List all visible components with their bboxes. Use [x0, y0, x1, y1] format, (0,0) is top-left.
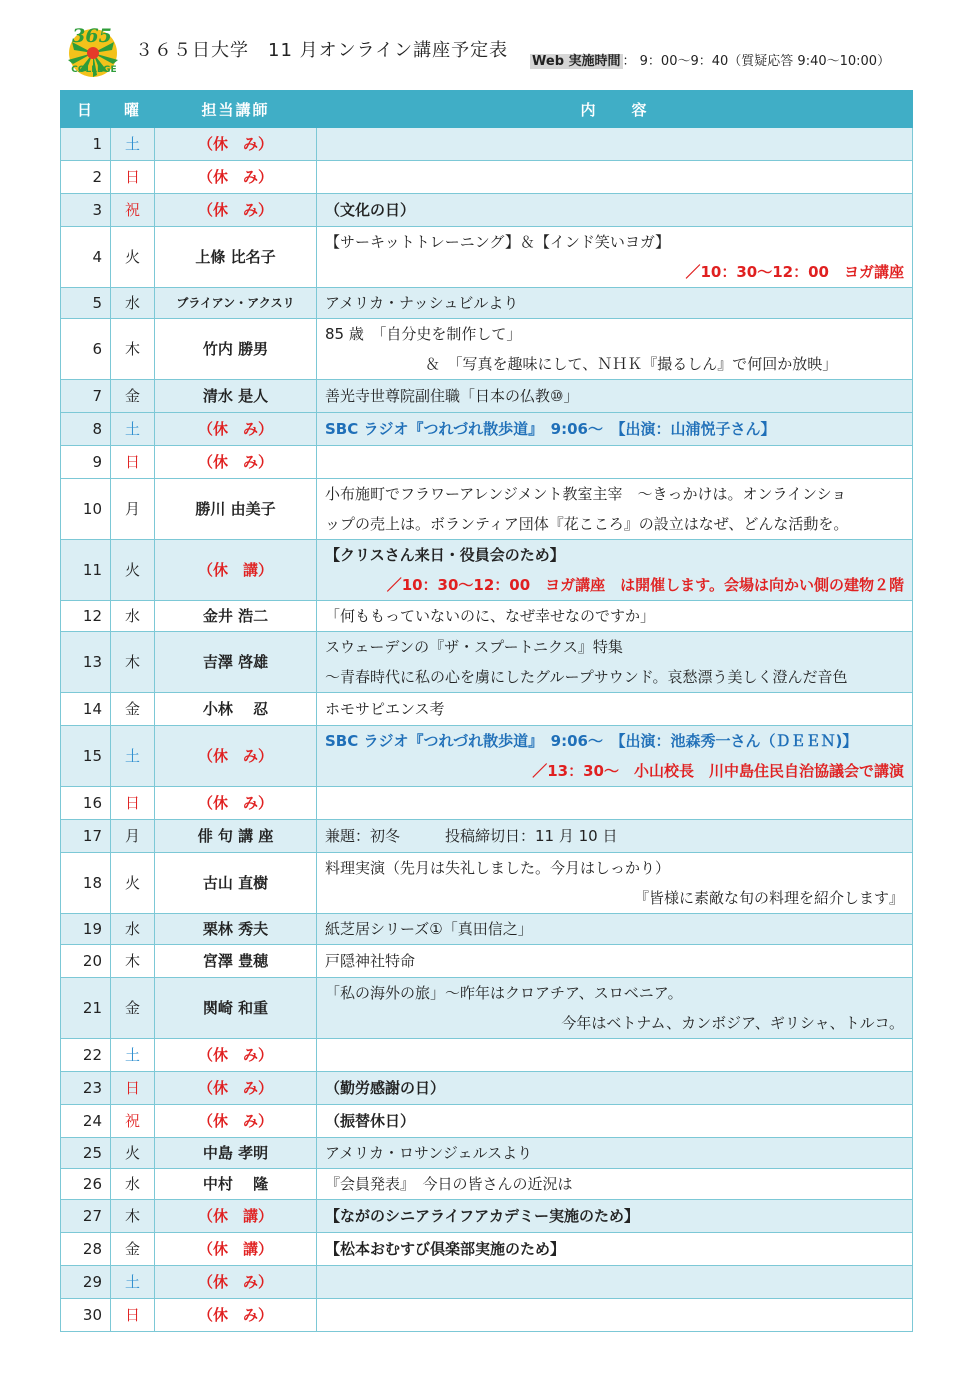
cell-weekday: 金	[111, 693, 155, 726]
cell-content	[317, 1105, 913, 1138]
cell-day: 29	[61, 1266, 111, 1299]
cell-content	[317, 161, 913, 194]
table-row	[61, 601, 913, 632]
content-line-2: 〜青春時代に私の心を虜にしたグループサウンド。哀愁漂う美しく澄んだ音色	[325, 668, 848, 686]
cell-day: 19	[61, 914, 111, 945]
table-row	[61, 479, 913, 540]
content-line: （文化の日）	[325, 201, 416, 219]
cell-content	[317, 227, 913, 288]
content-line: アメリカ・ナッシュビルより	[325, 294, 519, 312]
table-row	[61, 227, 913, 288]
cell-weekday: 祝	[111, 1105, 155, 1138]
cell-weekday: 火	[111, 227, 155, 288]
cell-weekday: 木	[111, 632, 155, 693]
cell-day: 21	[61, 978, 111, 1039]
content-line: （振替休日）	[325, 1112, 416, 1130]
table-row	[61, 1299, 913, 1332]
cell-day: 12	[61, 601, 111, 632]
cell-teacher: 上條 比名子	[155, 227, 317, 288]
cell-content	[317, 693, 913, 726]
cell-content	[317, 726, 913, 787]
svg-text:COLLEGE: COLLEGE	[71, 65, 117, 75]
content-line: 「何ももっていないのに、なぜ幸せなのですか」	[325, 607, 656, 625]
cell-day: 23	[61, 1072, 111, 1105]
cell-content	[317, 1138, 913, 1169]
cell-content	[317, 1039, 913, 1072]
table-row	[61, 1072, 913, 1105]
cell-day: 30	[61, 1299, 111, 1332]
cell-teacher: 中村 隆	[155, 1169, 317, 1200]
cell-content	[317, 479, 913, 540]
cell-day: 15	[61, 726, 111, 787]
cell-teacher: ブライアン・アクスリ	[155, 288, 317, 319]
cell-weekday: 木	[111, 319, 155, 380]
cell-teacher: 勝川 由美子	[155, 479, 317, 540]
cell-teacher: （休 み）	[155, 413, 317, 446]
content-line: アメリカ・ロサンジェルスより	[325, 1144, 533, 1162]
cell-day: 13	[61, 632, 111, 693]
content-line: （勤労感謝の日）	[325, 1079, 446, 1097]
page-title: ３６５日大学 11 月オンライン講座予定表	[135, 40, 509, 61]
content-line-2: ＆ 「写真を趣味にして、ＮＨＫ『撮るしん』で何回か放映」	[425, 355, 838, 373]
cell-teacher: 小林 忍	[155, 693, 317, 726]
cell-teacher: （休 講）	[155, 540, 317, 601]
cell-weekday: 土	[111, 726, 155, 787]
content-line: 『会員発表』 今日の皆さんの近況は	[325, 1175, 573, 1193]
table-row	[61, 853, 913, 914]
table-row	[61, 413, 913, 446]
svg-text:365: 365	[72, 25, 112, 47]
cell-content	[317, 128, 913, 161]
table-row	[61, 693, 913, 726]
cell-content	[317, 446, 913, 479]
cell-weekday: 木	[111, 1200, 155, 1233]
cell-content	[317, 1169, 913, 1200]
cell-content	[317, 978, 913, 1039]
cell-weekday: 火	[111, 540, 155, 601]
cell-teacher: （休 み）	[155, 1299, 317, 1332]
cell-day: 27	[61, 1200, 111, 1233]
cell-content	[317, 820, 913, 853]
content-line: SBC ラジオ『つれづれ散歩道』 9:06〜 【出演：池森秀一さん（ＤＥＥＮ)】	[325, 732, 858, 750]
content-line-2: ／10：30〜12：00 ヨガ講座	[685, 263, 904, 281]
cell-weekday: 金	[111, 978, 155, 1039]
schedule-table	[60, 90, 913, 1332]
cell-weekday: 金	[111, 380, 155, 413]
cell-teacher: （休 み）	[155, 1039, 317, 1072]
cell-content	[317, 787, 913, 820]
cell-teacher: 中島 孝明	[155, 1138, 317, 1169]
cell-day: 11	[61, 540, 111, 601]
content-line: ホモサピエンス考	[325, 700, 445, 718]
cell-content	[317, 945, 913, 978]
cell-content	[317, 288, 913, 319]
cell-weekday: 月	[111, 820, 155, 853]
cell-day: 24	[61, 1105, 111, 1138]
content-line: 小布施町でフラワーアレンジメント教室主宰 〜きっかけは。オンラインショ	[325, 485, 847, 503]
header-teacher: 担当講師	[155, 91, 317, 128]
cell-teacher: 竹内 勝男	[155, 319, 317, 380]
content-line: SBC ラジオ『つれづれ散歩道』 9:06〜 【出演：山浦悦子さん】	[325, 420, 776, 438]
table-row	[61, 820, 913, 853]
cell-weekday: 水	[111, 601, 155, 632]
table-row	[61, 787, 913, 820]
cell-weekday: 水	[111, 914, 155, 945]
cell-content	[317, 1266, 913, 1299]
web-time-label: Web 実施時間	[532, 54, 621, 69]
table-row	[61, 1169, 913, 1200]
content-line-2: ／13：30〜 小山校長 川中島住民自治協議会で講演	[532, 762, 904, 780]
cell-weekday: 木	[111, 945, 155, 978]
cell-weekday: 日	[111, 446, 155, 479]
cell-teacher: （休 講）	[155, 1200, 317, 1233]
cell-teacher: （休 み）	[155, 1266, 317, 1299]
content-line-2: ／10：30〜12：00 ヨガ講座 は開催します。会場は向かい側の建物２階	[386, 576, 904, 594]
cell-day: 25	[61, 1138, 111, 1169]
cell-content	[317, 1072, 913, 1105]
header-content: 内 容	[317, 91, 913, 128]
content-line: 紙芝居シリーズ①「真田信之」	[325, 920, 533, 938]
content-line-2: 『皆様に素敵な旬の料理を紹介します』	[633, 889, 904, 907]
cell-content	[317, 540, 913, 601]
cell-weekday: 火	[111, 853, 155, 914]
cell-weekday: 土	[111, 1039, 155, 1072]
table-row	[61, 978, 913, 1039]
content-line: スウェーデンの『ザ・スプートニクス』特集	[325, 638, 623, 656]
cell-day: 7	[61, 380, 111, 413]
cell-day: 9	[61, 446, 111, 479]
cell-weekday: 土	[111, 413, 155, 446]
cell-teacher: （休 講）	[155, 1233, 317, 1266]
cell-day: 16	[61, 787, 111, 820]
cell-content	[317, 194, 913, 227]
cell-day: 26	[61, 1169, 111, 1200]
cell-day: 20	[61, 945, 111, 978]
cell-day: 18	[61, 853, 111, 914]
cell-teacher: 金井 浩二	[155, 601, 317, 632]
content-line: 「私の海外の旅」〜昨年はクロアチア、スロベニア。	[325, 984, 683, 1002]
cell-content	[317, 914, 913, 945]
cell-teacher: （休 み）	[155, 726, 317, 787]
table-row	[61, 1266, 913, 1299]
content-line: 【松本おむすび倶楽部実施のため】	[325, 1240, 566, 1258]
cell-weekday: 金	[111, 1233, 155, 1266]
cell-teacher: （休 み）	[155, 1072, 317, 1105]
table-row	[61, 319, 913, 380]
cell-weekday: 土	[111, 1266, 155, 1299]
content-line: 【クリスさん来日・役員会のため】	[325, 546, 565, 564]
table-row	[61, 1039, 913, 1072]
cell-teacher: （休 み）	[155, 1105, 317, 1138]
content-line: 善光寺世尊院副住職「日本の仏教⑩」	[325, 387, 579, 405]
cell-day: 5	[61, 288, 111, 319]
cell-weekday: 日	[111, 1299, 155, 1332]
content-line: 85 歳 「自分史を制作して」	[325, 325, 522, 343]
cell-content	[317, 601, 913, 632]
cell-weekday: 土	[111, 128, 155, 161]
content-line: 【ながのシニアライフアカデミー実施のため】	[325, 1207, 639, 1225]
cell-teacher: 関崎 和重	[155, 978, 317, 1039]
cell-weekday: 水	[111, 288, 155, 319]
cell-teacher: 吉澤 啓雄	[155, 632, 317, 693]
table-row	[61, 288, 913, 319]
cell-teacher: 宮澤 豊穂	[155, 945, 317, 978]
content-line-2: 今年はベトナム、カンボジア、ギリシャ、トルコ。	[561, 1014, 904, 1032]
cell-teacher: （休 み）	[155, 194, 317, 227]
cell-weekday: 日	[111, 787, 155, 820]
cell-teacher: （休 み）	[155, 446, 317, 479]
cell-weekday: 日	[111, 161, 155, 194]
table-row	[61, 945, 913, 978]
web-time-note	[530, 50, 890, 69]
cell-teacher: 古山 直樹	[155, 853, 317, 914]
cell-teacher: 栗林 秀夫	[155, 914, 317, 945]
table-row	[61, 1200, 913, 1233]
cell-day: 3	[61, 194, 111, 227]
table-row	[61, 1105, 913, 1138]
header-row	[61, 91, 913, 128]
table-row	[61, 632, 913, 693]
table-row	[61, 161, 913, 194]
cell-content	[317, 1233, 913, 1266]
cell-day: 22	[61, 1039, 111, 1072]
cell-content	[317, 380, 913, 413]
cell-weekday: 日	[111, 1072, 155, 1105]
table-row	[61, 380, 913, 413]
cell-teacher: （休 み）	[155, 161, 317, 194]
table-row	[61, 1138, 913, 1169]
content-line: 【サーキットトレーニング】＆【インド笑いヨガ】	[325, 233, 671, 251]
cell-teacher: （休 み）	[155, 128, 317, 161]
cell-day: 4	[61, 227, 111, 288]
table-row	[61, 194, 913, 227]
cell-teacher: （休 み）	[155, 787, 317, 820]
cell-weekday: 水	[111, 1169, 155, 1200]
content-line-2: ップの売上は。ボランティア団体『花こころ』の設立はなぜ、どんな活動を。	[325, 515, 849, 533]
table-row	[61, 914, 913, 945]
cell-weekday: 火	[111, 1138, 155, 1169]
cell-day: 10	[61, 479, 111, 540]
cell-day: 8	[61, 413, 111, 446]
cell-content	[317, 632, 913, 693]
content-line: 兼題：初冬 投稿締切日：11 月 10 日	[325, 827, 618, 845]
cell-content	[317, 413, 913, 446]
table-row	[61, 540, 913, 601]
cell-day: 14	[61, 693, 111, 726]
web-time-value: ： 9：00〜9：40（質疑応答 9:40〜10:00）	[622, 54, 891, 69]
cell-day: 1	[61, 128, 111, 161]
header-day: 日	[61, 91, 111, 128]
cell-day: 17	[61, 820, 111, 853]
college-logo	[64, 22, 122, 80]
header-weekday: 曜	[111, 91, 155, 128]
cell-content	[317, 319, 913, 380]
cell-content	[317, 1299, 913, 1332]
cell-weekday: 月	[111, 479, 155, 540]
content-line: 料理実演（先月は失礼しました。今月はしっかり）	[325, 859, 671, 877]
cell-day: 6	[61, 319, 111, 380]
content-line: 戸隠神社特命	[325, 952, 416, 970]
table-row	[61, 1233, 913, 1266]
cell-day: 2	[61, 161, 111, 194]
cell-content	[317, 853, 913, 914]
cell-teacher: 清水 是人	[155, 380, 317, 413]
table-row	[61, 726, 913, 787]
cell-content	[317, 1200, 913, 1233]
cell-teacher: 俳 句 講 座	[155, 820, 317, 853]
cell-day: 28	[61, 1233, 111, 1266]
table-row	[61, 446, 913, 479]
table-row	[61, 128, 913, 161]
cell-weekday: 祝	[111, 194, 155, 227]
